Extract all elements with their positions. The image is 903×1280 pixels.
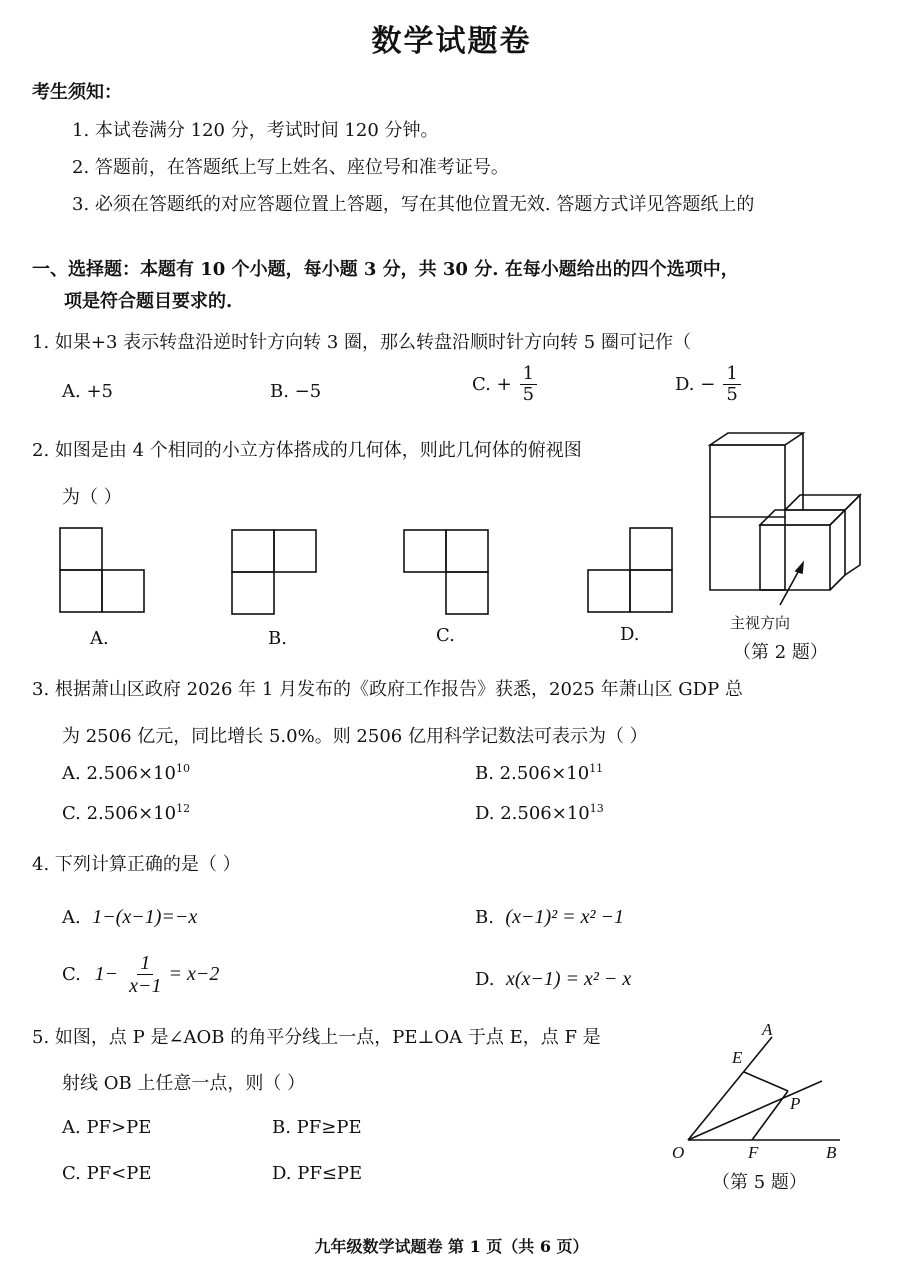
q4-option-a-expr: 1−(x−1)=−x	[92, 906, 198, 928]
fig-label-a: A	[762, 1020, 773, 1039]
fraction-numerator: 1	[520, 364, 537, 385]
fig-label-f: F	[748, 1143, 759, 1162]
q4-option-b	[475, 906, 624, 929]
q3-option-c-base: C. 2.506×10	[62, 803, 177, 824]
q3-stem-line2: 为 2506 亿元，同比增长 5.0%。则 2506 亿用科学记数法可表示为（ ）	[62, 726, 648, 747]
fraction-numerator: 1	[723, 364, 740, 385]
q4-option-a	[62, 906, 197, 929]
q1-stem: 1. 如果+3 表示转盘沿逆时针方向转 3 圈，那么转盘沿顺时针方向转 5 圈可记作（	[32, 332, 691, 353]
q4-option-d-label: D.	[475, 969, 495, 990]
q3-option-c-exponent: 12	[176, 802, 191, 815]
fig-label-b: B	[826, 1143, 837, 1162]
q3-option-a-base: A. 2.506×10	[62, 763, 176, 784]
q5-figure-caption: （第 5 题）	[712, 1172, 807, 1193]
q3-option-d-base: D. 2.506×10	[475, 803, 590, 824]
q5-stem-line2: 射线 OB 上任意一点，则（ ）	[62, 1073, 306, 1094]
q3-stem-line1: 3. 根据萧山区政府 2026 年 1 月发布的《政府工作报告》获悉，2025 年萧山区 GDP 总	[32, 679, 743, 700]
q5-option-b: B. PF≥PE	[272, 1117, 362, 1138]
q4-option-c	[62, 952, 219, 997]
fig-label-e: E	[732, 1048, 743, 1067]
q2-stem-line1: 2. 如图是由 4 个相同的小立方体搭成的几何体，则此几何体的俯视图	[32, 440, 582, 461]
section-heading: 一、选择题：本题有 10 个小题，每小题 3 分，共 30 分. 在每小题给出的四个选项中，	[32, 259, 739, 280]
q2-option-b-label: B.	[268, 628, 287, 649]
notice-item-1: 1. 本试卷满分 120 分，考试时间 120 分钟。	[72, 120, 439, 141]
section-heading-cont: 项是符合题目要求的.	[64, 291, 233, 312]
q3-option-a-exponent: 10	[175, 762, 190, 775]
q3-option-d	[475, 802, 604, 824]
q3-option-d-exponent: 13	[589, 802, 604, 815]
fig-label-p: P	[790, 1094, 801, 1113]
q4-stem: 4. 下列计算正确的是（ ）	[32, 854, 241, 875]
q5-stem-line1: 5. 如图，点 P 是∠AOB 的角平分线上一点，PE⊥OA 于点 E，点 F 是	[32, 1027, 601, 1048]
q4-option-b-expr: (x−1)² = x² −1	[505, 906, 624, 928]
q5-option-d: D. PF≤PE	[272, 1163, 363, 1184]
notice-heading: 考生须知：	[32, 82, 122, 103]
q3-option-b-base: B. 2.506×10	[475, 763, 590, 784]
q2-stem-line2: 为（ ）	[62, 487, 122, 508]
q4-option-b-label: B.	[475, 907, 494, 928]
q1-option-b: B. −5	[270, 381, 322, 402]
q2-option-a-figure	[56, 524, 148, 616]
q4-option-c-left: 1−	[94, 963, 119, 985]
q1-option-c	[472, 364, 537, 405]
q4-option-c-label: C.	[62, 964, 81, 985]
q5-option-c: C. PF<PE	[62, 1163, 152, 1184]
q2-arrow-label: 主视方向	[730, 614, 791, 632]
q2-option-d-label: D.	[620, 624, 640, 645]
fraction-denominator: 5	[726, 383, 738, 405]
q2-option-c-figure	[400, 526, 492, 618]
q1-option-c-fraction	[520, 364, 537, 405]
q2-option-a-label: A.	[90, 628, 109, 649]
notice-item-2: 2. 答题前，在答题纸上写上姓名、座位号和准考证号。	[72, 157, 509, 178]
q3-option-b	[475, 762, 603, 784]
q2-cube-figure	[700, 425, 875, 625]
q1-option-c-prefix: C. +	[472, 373, 512, 395]
fraction-denominator: x−1	[129, 975, 162, 997]
q4-option-c-right: = x−2	[168, 963, 220, 985]
q3-option-a	[62, 762, 190, 784]
q3-option-b-exponent: 11	[589, 762, 604, 775]
q1-option-d-prefix: D. −	[675, 373, 716, 395]
q1-option-a: A. +5	[62, 381, 113, 402]
q4-option-d-expr: x(x−1) = x² − x	[505, 968, 632, 990]
q2-figure-caption: （第 2 题）	[733, 642, 828, 663]
q1-option-d	[675, 364, 741, 405]
q4-option-a-label: A.	[62, 907, 81, 928]
page-title: 数学试题卷	[371, 24, 532, 59]
q4-option-c-fraction	[126, 952, 164, 997]
fraction-numerator: 1	[137, 952, 153, 975]
fig-label-o: O	[672, 1143, 685, 1162]
q1-option-d-fraction	[723, 364, 740, 405]
fraction-denominator: 5	[522, 383, 535, 405]
q3-option-c	[62, 802, 190, 824]
notice-item-3: 3. 必须在答题纸的对应答题位置上答题，写在其他位置无效. 答题方式详见答题纸上的	[72, 194, 755, 215]
q2-option-c-label: C.	[436, 625, 455, 646]
page-footer: 九年级数学试题卷 第 1 页（共 6 页）	[314, 1237, 589, 1256]
q4-option-d	[475, 968, 631, 991]
q2-option-d-figure	[584, 524, 676, 616]
q5-option-a: A. PF>PE	[62, 1117, 152, 1138]
q5-angle-figure	[660, 1015, 860, 1165]
q2-option-b-figure	[228, 526, 320, 618]
